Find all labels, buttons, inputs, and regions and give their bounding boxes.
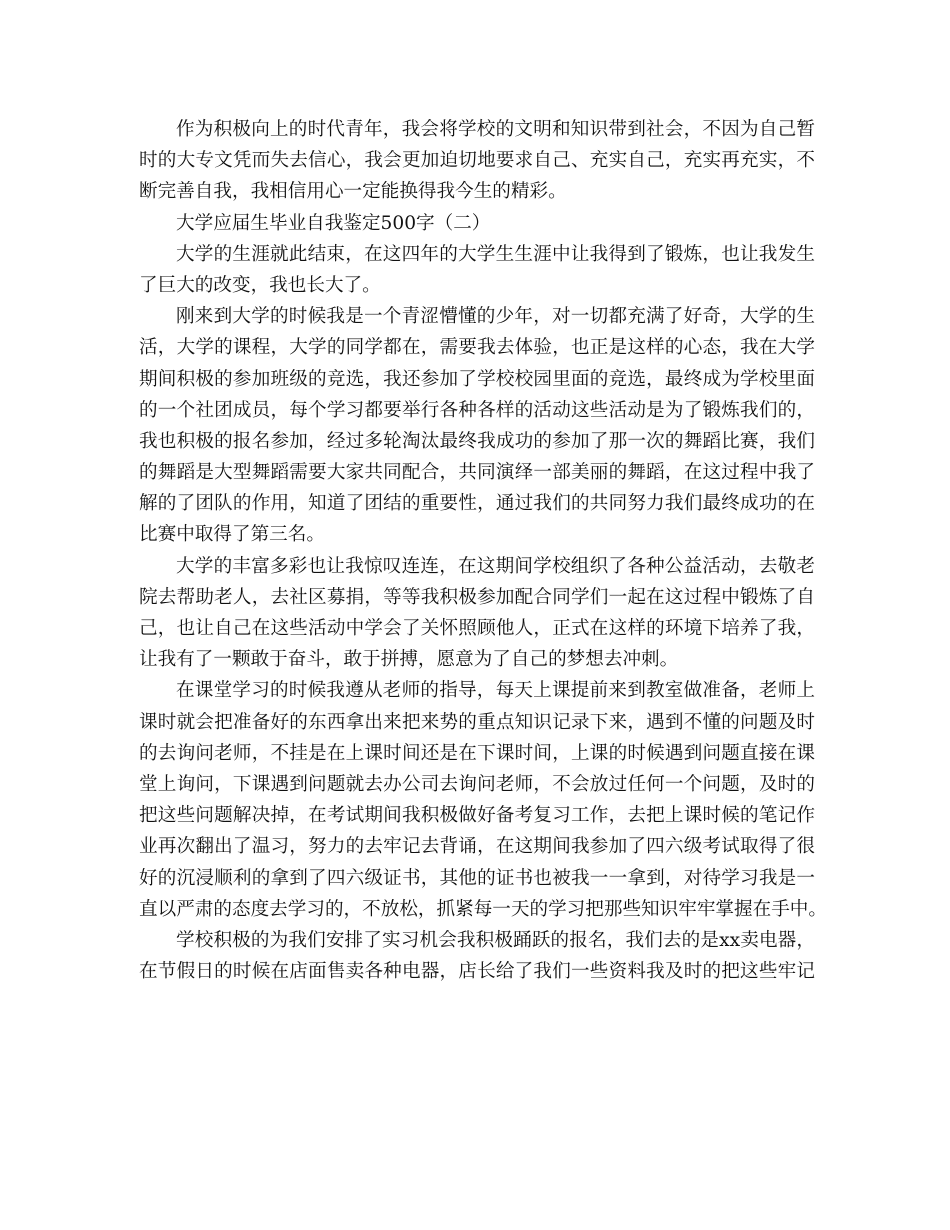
text-line: 期间积极的参加班级的竞选，我还参加了学校校园里面的竞选，最终成为学校里面 bbox=[139, 368, 815, 390]
section-heading: 大学应届生毕业自我鉴定500字（二） bbox=[176, 212, 491, 234]
text-line: 直以严肃的态度去学习的，不放松，抓紧每一天的学习把那些知识牢牢掌握在手中。 bbox=[139, 898, 827, 920]
text-line: 了巨大的改变，我也长大了。 bbox=[139, 274, 381, 296]
text-line: 解的了团队的作用，知道了团结的重要性，通过我们的共同努力我们最终成功的在 bbox=[139, 493, 815, 515]
text-line: 比赛中取得了第三名。 bbox=[139, 524, 325, 546]
text-line: 刚来到大学的时候我是一个青涩懵懂的少年，对一切都充满了好奇，大学的生 bbox=[176, 306, 815, 328]
text-line: 大学的丰富多彩也让我惊叹连连，在这期间学校组织了各种公益活动，去敬老 bbox=[176, 555, 815, 577]
text-line: 课时就会把准备好的东西拿出来把来势的重点知识记录下来，遇到不懂的问题及时 bbox=[139, 711, 815, 733]
text-line: 在课堂学习的时候我遵从老师的指导，每天上课提前来到教室做准备，老师上 bbox=[176, 680, 815, 702]
text-line: 活，大学的课程，大学的同学都在，需要我去体验，也正是这样的心态，我在大学 bbox=[139, 337, 815, 359]
text-line: 的舞蹈是大型舞蹈需要大家共同配合，共同演绎一部美丽的舞蹈，在这过程中我了 bbox=[139, 462, 815, 484]
text-line: 的一个社团成员，每个学习都要举行各种各样的活动这些活动是为了锻炼我们的， bbox=[139, 399, 815, 421]
text-line: 己，也让自己在这些活动中学会了关怀照顾他人，正式在这样的环境下培养了我， bbox=[139, 618, 815, 639]
text-line: 断完善自我，我相信用心一定能换得我今生的精彩。 bbox=[139, 181, 567, 203]
text-line: 院去帮助老人，去社区募捐，等等我积极参加配合同学们一起在这过程中锻炼了自 bbox=[139, 586, 815, 608]
text-line: 在节假日的时候在店面售卖各种电器，店长给了我们一些资料我及时的把这些牢记 bbox=[139, 961, 815, 983]
text-line: 把这些问题解决掉，在考试期间我积极做好备考复习工作，去把上课时候的笔记作 bbox=[139, 805, 815, 827]
document-body bbox=[139, 114, 827, 987]
text-line: 业再次翻出了温习，努力的去牢记去背诵，在这期间我参加了四六级考试取得了很 bbox=[139, 836, 815, 858]
text-line: 堂上询问，下课遇到问题就去办公司去询问老师，不会放过任何一个问题，及时的 bbox=[139, 773, 815, 795]
text-line: 时的大专文凭而失去信心，我会更加迫切地要求自己、充实自己，充实再充实，不 bbox=[139, 150, 815, 172]
text-line: 好的沉浸顺利的拿到了四六级证书，其他的证书也被我一一拿到，对待学习我是一 bbox=[139, 867, 815, 889]
text-line: 大学的生涯就此结束，在这四年的大学生生涯中让我得到了锻炼，也让我发生 bbox=[176, 243, 815, 265]
text-line: 学校积极的为我们安排了实习机会我积极踊跃的报名，我们去的是xx卖电器， bbox=[176, 929, 815, 951]
text-line: 我也积极的报名参加，经过多轮淘汰最终我成功的参加了那一次的舞蹈比赛，我们 bbox=[139, 430, 815, 452]
text-line: 让我有了一颗敢于奋斗，敢于拼搏，愿意为了自己的梦想去冲刺。 bbox=[139, 649, 679, 671]
text-line: 作为积极向上的时代青年，我会将学校的文明和知识带到社会，不因为自己暂 bbox=[176, 119, 815, 140]
text-line: 的去询问老师，不挂是在上课时间还是在下课时间，上课的时候遇到问题直接在课 bbox=[139, 742, 815, 764]
